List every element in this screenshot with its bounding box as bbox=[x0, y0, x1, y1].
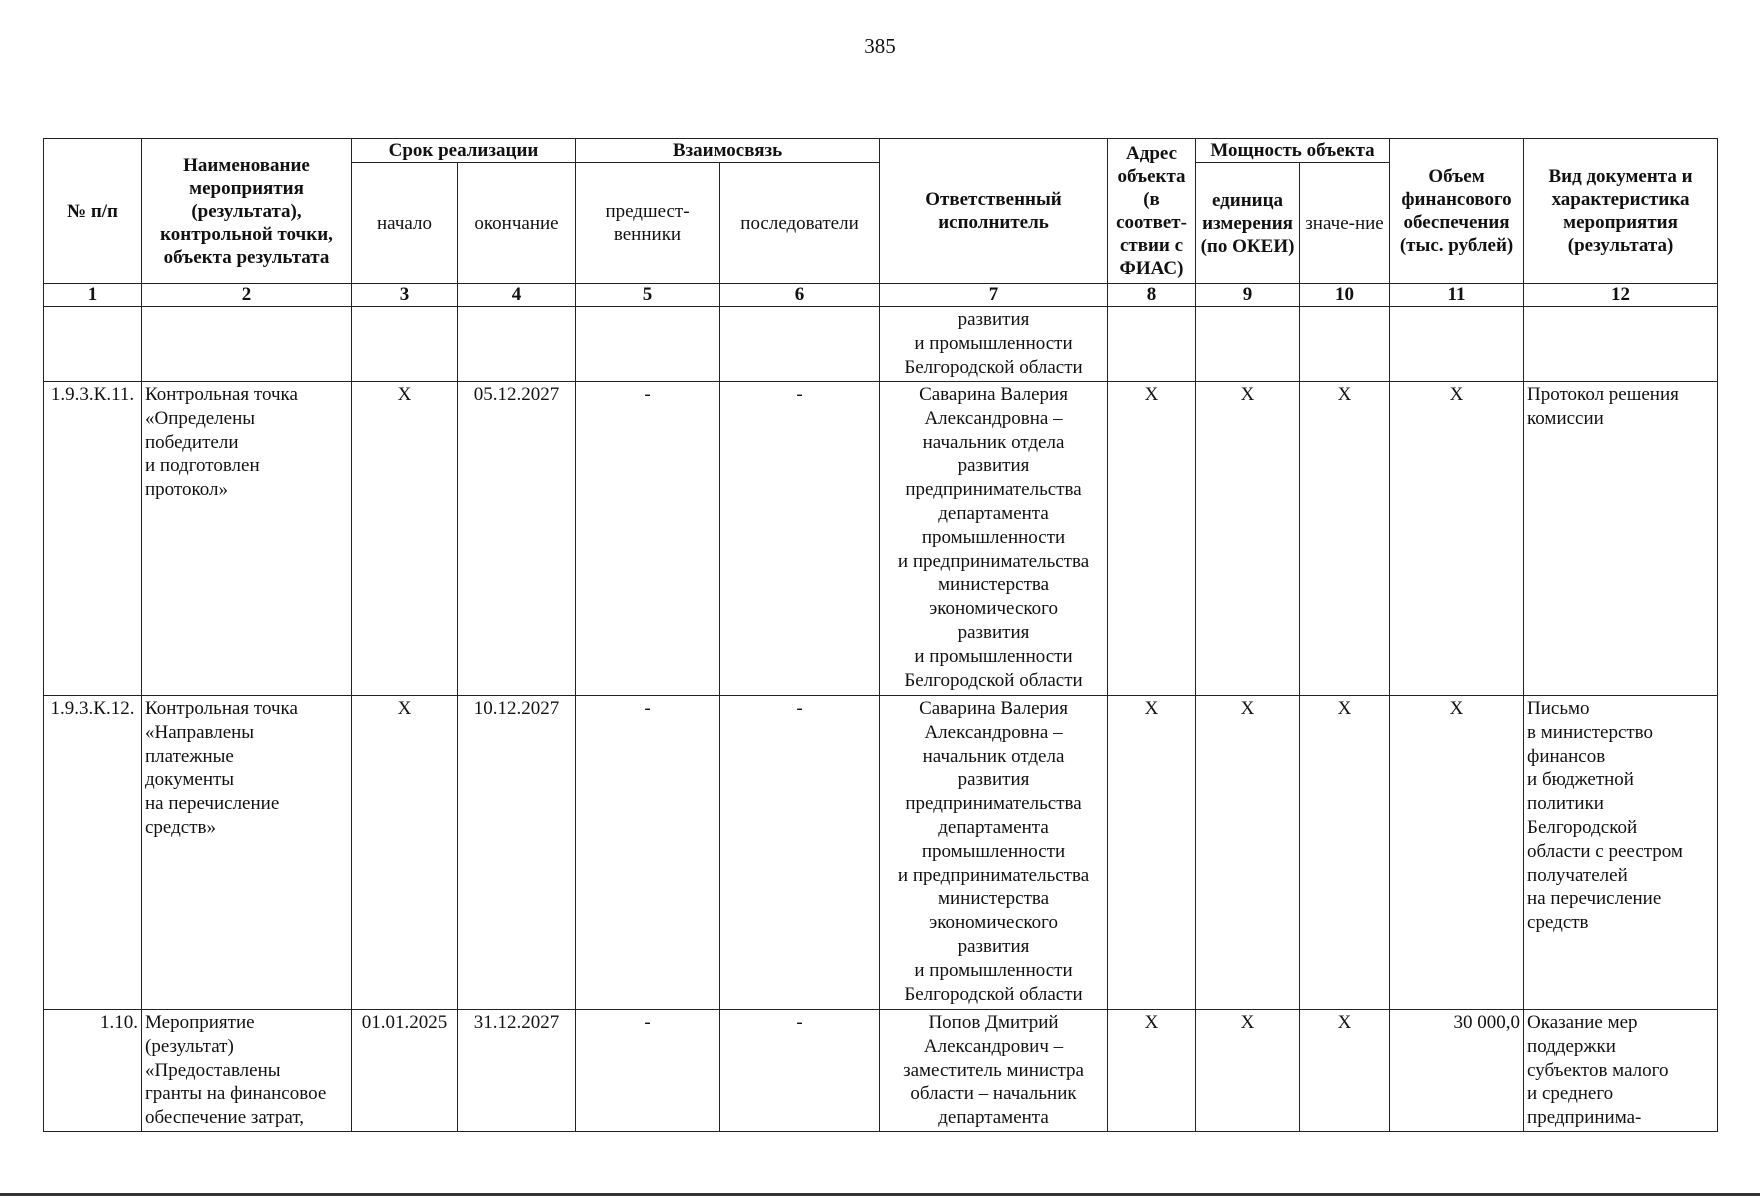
cell-executor: развития и промышленности Белгородской области bbox=[880, 307, 1108, 382]
cell-name: Мероприятие (результат) «Предоставлены гранты на финансовое обеспечение затрат, bbox=[142, 1010, 352, 1132]
cell-no bbox=[44, 307, 142, 382]
cell-start: X bbox=[352, 382, 458, 696]
cell-end: 31.12.2027 bbox=[458, 1010, 576, 1132]
header-address: Адрес объекта (в соответ-ствии с ФИАС) bbox=[1108, 139, 1196, 284]
header-value: значе-ние bbox=[1300, 163, 1390, 284]
table-row bbox=[44, 307, 1718, 382]
header-doc-type: Вид документа и характеристика мероприятия (результата) bbox=[1524, 139, 1718, 284]
cell-unit: X bbox=[1196, 382, 1300, 696]
header-link-group: Взаимосвязь bbox=[576, 139, 880, 163]
cell-successors: - bbox=[720, 1010, 880, 1132]
page-number: 385 bbox=[864, 34, 896, 58]
header-start: начало bbox=[352, 163, 458, 284]
table-row bbox=[44, 696, 1718, 1010]
header-period-group: Срок реализации bbox=[352, 139, 576, 163]
cell-unit bbox=[1196, 307, 1300, 382]
column-number: 8 bbox=[1108, 284, 1196, 307]
cell-predecessors: - bbox=[576, 696, 720, 1010]
cell-predecessors: - bbox=[576, 1010, 720, 1132]
cell-doc: Оказание мер поддержки субъектов малого и среднего предпринима- bbox=[1524, 1010, 1718, 1132]
column-number: 3 bbox=[352, 284, 458, 307]
table-row bbox=[44, 1010, 1718, 1132]
cell-executor: Попов Дмитрий Александрович – заместитель министра области – начальник департамента bbox=[880, 1010, 1108, 1132]
cell-value: X bbox=[1300, 382, 1390, 696]
cell-predecessors: - bbox=[576, 382, 720, 696]
cell-start bbox=[352, 307, 458, 382]
cell-successors: - bbox=[720, 696, 880, 1010]
cell-address bbox=[1108, 307, 1196, 382]
cell-name bbox=[142, 307, 352, 382]
header-predecessors: предшест-венники bbox=[576, 163, 720, 284]
header-end: окончание bbox=[458, 163, 576, 284]
header-successors: последователи bbox=[720, 163, 880, 284]
cell-name: Контрольная точка «Определены победители и подготовлен протокол» bbox=[142, 382, 352, 696]
cell-address: X bbox=[1108, 382, 1196, 696]
column-number: 6 bbox=[720, 284, 880, 307]
cell-name: Контрольная точка «Направлены платежные документы на перечисление средств» bbox=[142, 696, 352, 1010]
cell-doc: Протокол решения комиссии bbox=[1524, 382, 1718, 696]
column-number: 1 bbox=[44, 284, 142, 307]
cell-volume: 30 000,0 bbox=[1390, 1010, 1524, 1132]
cell-executor: Саварина Валерия Александровна – начальник отдела развития предпринимательства департамента промышленности и предпринимательства министерства экономического развития и промышленности Белгородской области bbox=[880, 382, 1108, 696]
cell-doc: Письмо в министерство финансов и бюджетной политики Белгородской области с реестром получателей на перечисление средств bbox=[1524, 696, 1718, 1010]
column-number: 9 bbox=[1196, 284, 1300, 307]
cell-no: 1.9.3.К.11. bbox=[44, 382, 142, 696]
cell-address: X bbox=[1108, 696, 1196, 1010]
cell-start: 01.01.2025 bbox=[352, 1010, 458, 1132]
column-number: 11 bbox=[1390, 284, 1524, 307]
measures-table bbox=[43, 138, 1718, 1132]
cell-volume: X bbox=[1390, 382, 1524, 696]
page-bottom-rule bbox=[0, 1193, 1760, 1196]
cell-doc bbox=[1524, 307, 1718, 382]
cell-volume: X bbox=[1390, 696, 1524, 1010]
cell-value bbox=[1300, 307, 1390, 382]
table-row bbox=[44, 382, 1718, 696]
cell-no: 1.9.3.К.12. bbox=[44, 696, 142, 1010]
cell-successors bbox=[720, 307, 880, 382]
column-number: 4 bbox=[458, 284, 576, 307]
cell-no: 1.10. bbox=[44, 1010, 142, 1132]
cell-end: 05.12.2027 bbox=[458, 382, 576, 696]
cell-volume bbox=[1390, 307, 1524, 382]
header-volume: Объем финансового обеспечения (тыс. рублей) bbox=[1390, 139, 1524, 284]
column-number: 10 bbox=[1300, 284, 1390, 307]
header-unit: единица измерения (по ОКЕИ) bbox=[1196, 163, 1300, 284]
cell-value: X bbox=[1300, 1010, 1390, 1132]
column-number: 5 bbox=[576, 284, 720, 307]
cell-successors: - bbox=[720, 382, 880, 696]
header-row-groups bbox=[44, 139, 1718, 163]
cell-address: X bbox=[1108, 1010, 1196, 1132]
header-no: № п/п bbox=[44, 139, 142, 284]
column-number: 12 bbox=[1524, 284, 1718, 307]
cell-end bbox=[458, 307, 576, 382]
cell-start: X bbox=[352, 696, 458, 1010]
header-name: Наименование мероприятия (результата), контрольной точки, объекта результата bbox=[142, 139, 352, 284]
header-capacity-group: Мощность объекта bbox=[1196, 139, 1390, 163]
cell-predecessors bbox=[576, 307, 720, 382]
column-number: 2 bbox=[142, 284, 352, 307]
cell-executor: Саварина Валерия Александровна – начальник отдела развития предпринимательства департамента промышленности и предпринимательства министерства экономического развития и промышленности Белгородской области bbox=[880, 696, 1108, 1010]
cell-value: X bbox=[1300, 696, 1390, 1010]
column-number-row bbox=[44, 284, 1718, 307]
cell-unit: X bbox=[1196, 1010, 1300, 1132]
header-executor: Ответственный исполнитель bbox=[880, 139, 1108, 284]
cell-unit: X bbox=[1196, 696, 1300, 1010]
cell-end: 10.12.2027 bbox=[458, 696, 576, 1010]
column-number: 7 bbox=[880, 284, 1108, 307]
